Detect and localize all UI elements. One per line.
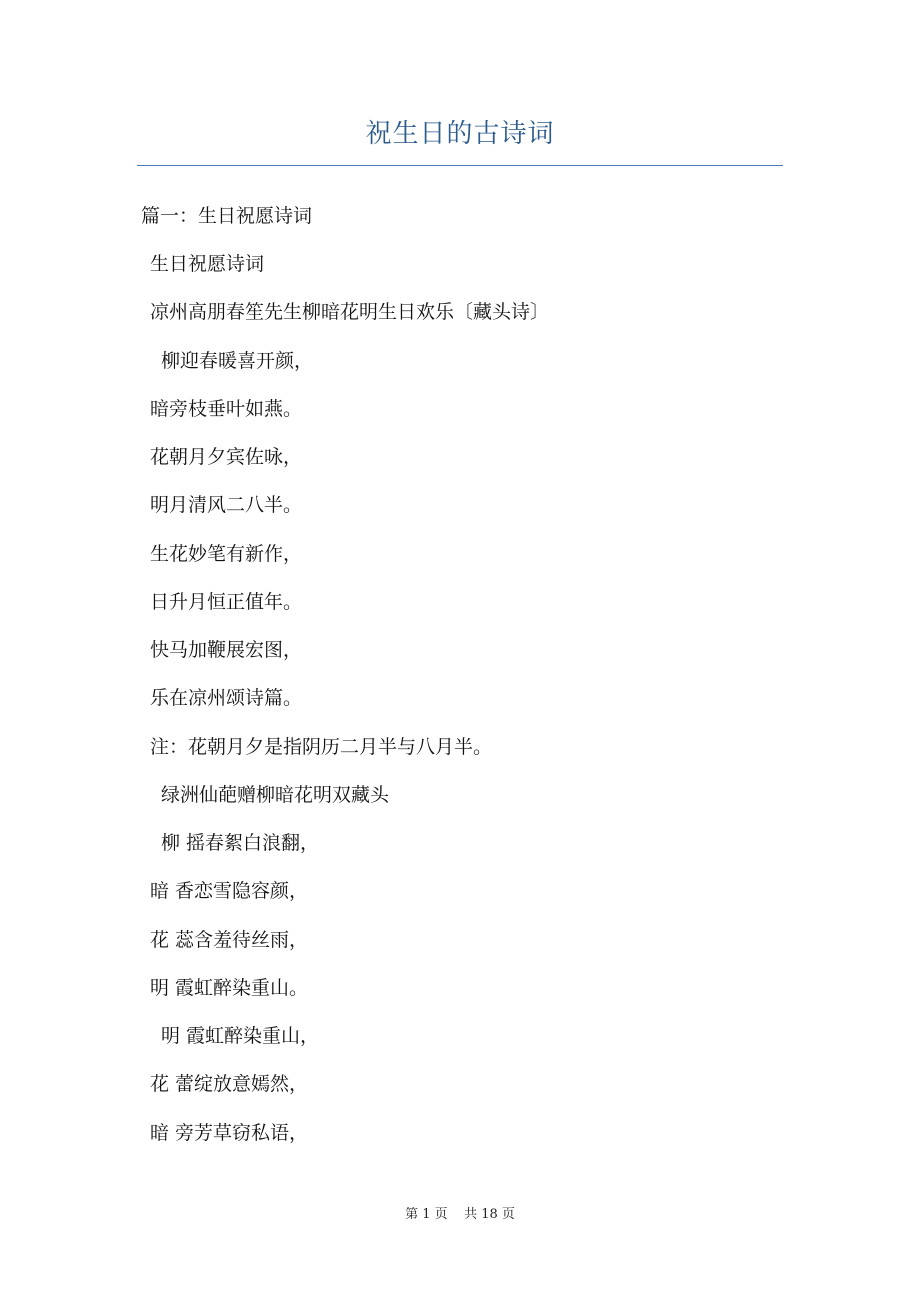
- document-title: 祝生日的古诗词: [365, 119, 555, 149]
- text-line: 日升月恒正值年。: [150, 591, 303, 613]
- text-line: 暗 香恋雪隐容颜，: [150, 880, 309, 902]
- text-line: 花 蕾绽放意嫣然，: [150, 1073, 309, 1095]
- text-line: 花 蕊含羞待丝雨，: [150, 929, 309, 951]
- text-line: 明 霞虹醉染重山，: [161, 1025, 320, 1047]
- text-line: 花朝月夕宾佐咏，: [150, 446, 303, 468]
- text-line: 柳迎春暖喜开颜，: [161, 350, 314, 372]
- text-line: 生日祝愿诗词: [150, 253, 265, 275]
- text-line: 明 霞虹醉染重山。: [150, 977, 309, 999]
- text-line: 快马加鞭展宏图，: [150, 639, 303, 661]
- text-line: 绿洲仙葩赠柳暗花明双藏头: [161, 784, 390, 806]
- text-line: 凉州高朋春笙先生柳暗花明生日欢乐〔藏头诗〕: [150, 301, 550, 323]
- text-line: 暗旁枝垂叶如燕。: [150, 398, 303, 420]
- text-line: 乐在凉州颂诗篇。: [150, 687, 303, 709]
- text-line: 注：花朝月夕是指阴历二月半与八月半。: [150, 736, 493, 758]
- text-line: 生花妙笔有新作，: [150, 543, 303, 565]
- page-number-footer: 第 1 页 共 18 页: [405, 1207, 515, 1222]
- text-line: 柳 摇春絮白浪翻，: [161, 832, 320, 854]
- title-divider: [137, 165, 783, 166]
- section-heading: 篇一：生日祝愿诗词: [141, 205, 313, 227]
- text-line: 明月清风二八半。: [150, 494, 303, 516]
- text-line: 暗 旁芳草窃私语，: [150, 1122, 309, 1144]
